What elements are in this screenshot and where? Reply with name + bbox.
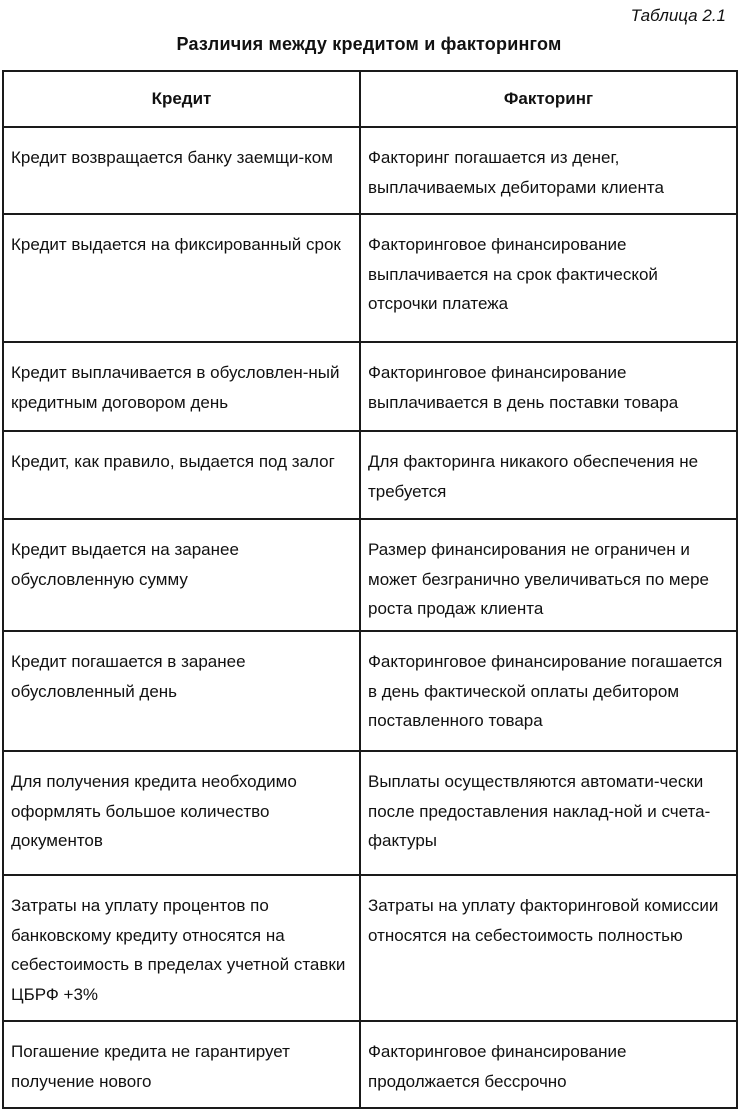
- credit-cell: Кредит выдается на заранее обусловленную сумму: [3, 519, 360, 631]
- credit-cell: Кредит погашается в заранее обусловленный день: [3, 631, 360, 751]
- header-factoring: Факторинг: [360, 71, 737, 127]
- credit-cell: Кредит возвращается банку заемщи-ком: [3, 127, 360, 214]
- header-row: [3, 71, 737, 127]
- credit-cell: Кредит выдается на фиксированный срок: [3, 214, 360, 342]
- credit-cell: Погашение кредита не гарантирует получение нового: [3, 1021, 360, 1108]
- table-row: [3, 519, 737, 631]
- factoring-cell: Факторинговое финансирование продолжается бессрочно: [360, 1021, 737, 1108]
- table-row: [3, 214, 737, 342]
- comparison-table: [2, 70, 738, 1109]
- factoring-cell: Затраты на уплату факторинговой комиссии относятся на себестоимость полностью: [360, 875, 737, 1021]
- factoring-cell: Факторинговое финансирование погашается в день фактической оплаты дебитором поставленного товара: [360, 631, 737, 751]
- factoring-cell: Факторинг погашается из денег, выплачиваемых дебиторами клиента: [360, 127, 737, 214]
- table-row: [3, 751, 737, 875]
- credit-cell: Для получения кредита необходимо оформлять большое количество документов: [3, 751, 360, 875]
- header-credit: Кредит: [3, 71, 360, 127]
- credit-cell: Кредит, как правило, выдается под залог: [3, 431, 360, 519]
- credit-cell: Кредит выплачивается в обусловлен-ный кредитным договором день: [3, 342, 360, 431]
- page-title: Различия между кредитом и факторингом: [176, 34, 562, 54]
- table-row: [3, 875, 737, 1021]
- table-number-label: Таблица 2.1: [630, 6, 726, 25]
- table-row: [3, 631, 737, 751]
- table-row: [3, 431, 737, 519]
- factoring-cell: Размер финансирования не ограничен и может безгранично увеличиваться по мере роста продаж клиента: [360, 519, 737, 631]
- factoring-cell: Выплаты осуществляются автомати-чески после предоставления наклад-ной и счета-фактуры: [360, 751, 737, 875]
- factoring-cell: Для факторинга никакого обеспечения не требуется: [360, 431, 737, 519]
- table-row: [3, 127, 737, 214]
- factoring-cell: Факторинговое финансирование выплачивается в день поставки товара: [360, 342, 737, 431]
- credit-cell: Затраты на уплату процентов по банковскому кредиту относятся на себестоимость в пределах учетной ставки ЦБРФ +3%: [3, 875, 360, 1021]
- table-row: [3, 342, 737, 431]
- table-row: [3, 1021, 737, 1108]
- factoring-cell: Факторинговое финансирование выплачивается на срок фактической отсрочки платежа: [360, 214, 737, 342]
